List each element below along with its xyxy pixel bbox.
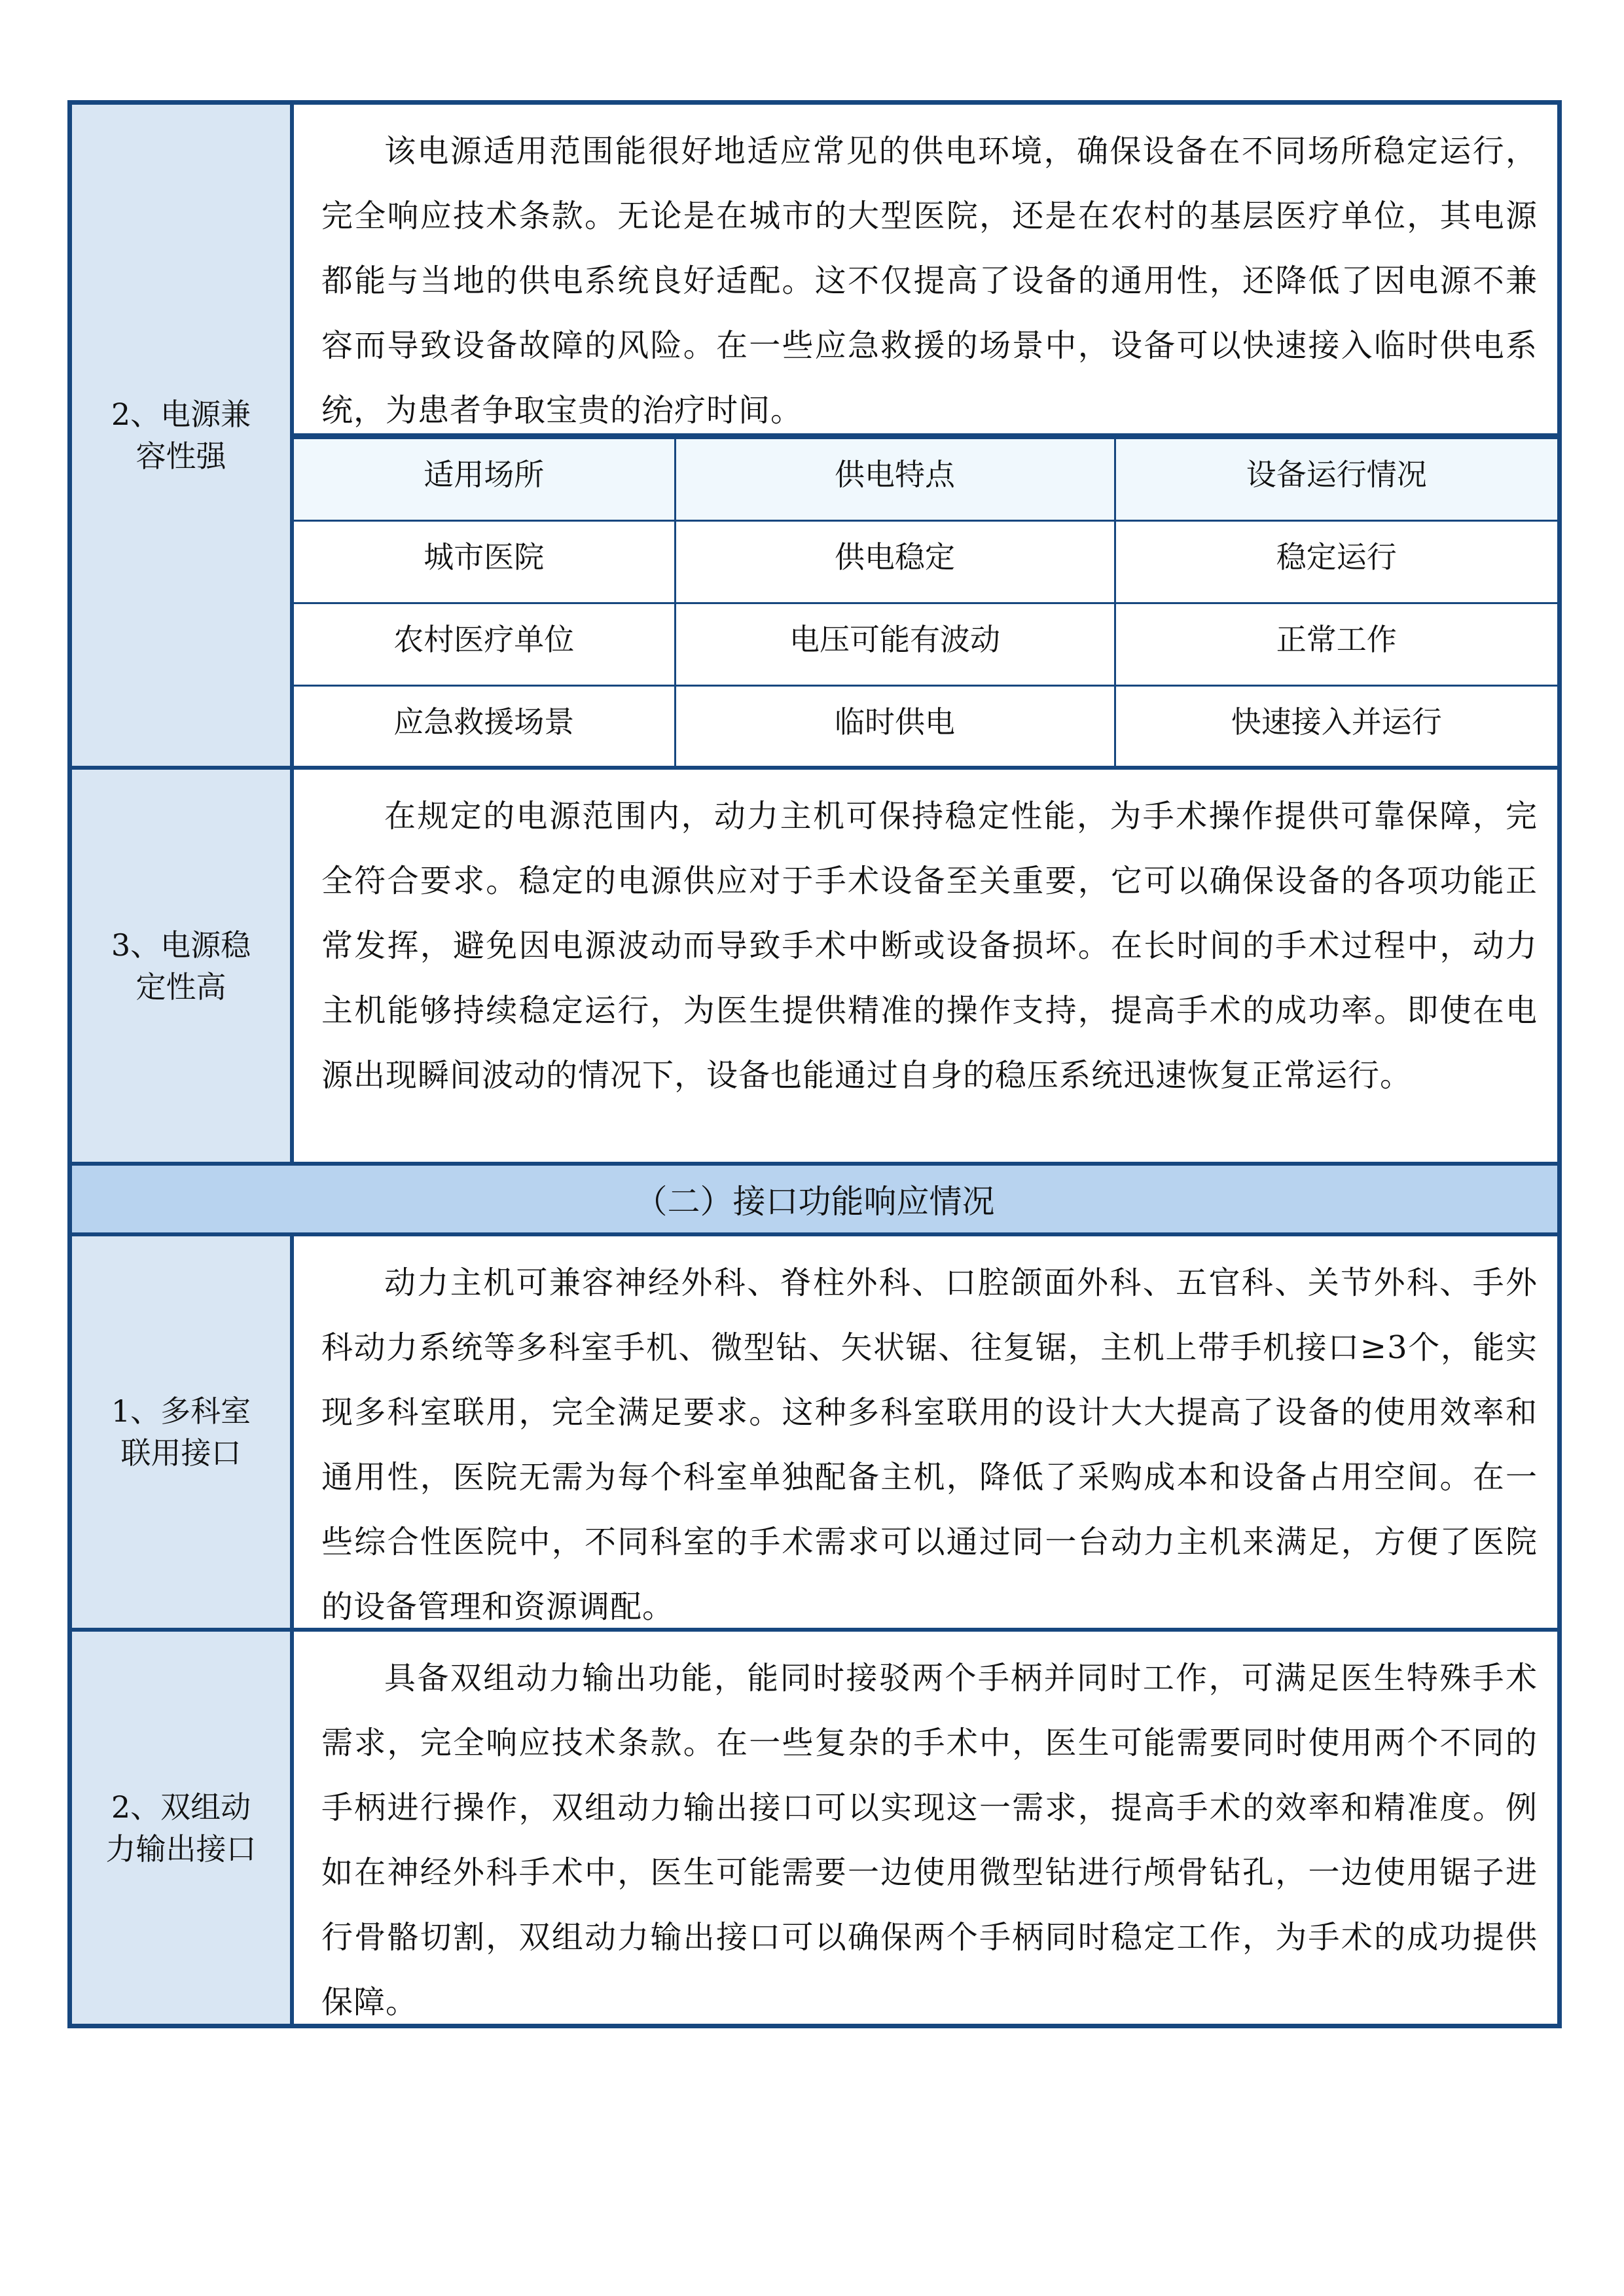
row-label-cell xyxy=(72,1236,294,1628)
description-paragraph: 动力主机可兼容神经外科、脊柱外科、口腔颌面外科、五官科、关节外科、手外科动力系统等多科室手机、微型钻、矢状锯、往复锯，主机上带手机接口≥3个，能实现多科室联用，完全满足要求。这种多科室联用的设计大大提高了设备的使用效率和通用性，医院无需为每个科室单独配备主机，降低了采购成本和设备占用空间。在一些综合性医院中，不同科室的手术需求可以通过同一台动力主机来满足，方便了医院的设备管理和资源调配。 xyxy=(321,1265,1538,1625)
table-cell: 应急救援场景 xyxy=(294,686,675,768)
row-power-stability xyxy=(72,770,1557,1162)
table-cell: 正常工作 xyxy=(1115,603,1557,686)
table-cell: 临时供电 xyxy=(675,686,1115,768)
row-description xyxy=(294,1236,1557,1640)
table-cell: 快速接入并运行 xyxy=(1115,686,1557,768)
table-row xyxy=(294,686,1557,768)
table-cell: 电压可能有波动 xyxy=(675,603,1115,686)
description-paragraph: 具备双组动力输出功能，能同时接驳两个手柄并同时工作，可满足医生特殊手术需求，完全响应技术条款。在一些复杂的手术中，医生可能需要同时使用两个不同的手柄进行操作，双组动力输出接口可以实现这一需求，提高手术的效率和精准度。例如在神经外科手术中，医生可能需要一边使用微型钻进行颅骨钻孔，一边使用锯子进行骨骼切割，双组动力输出接口可以确保两个手柄同时稳定工作，为手术的成功提供保障。 xyxy=(321,1660,1538,2020)
table-cell: 供电稳定 xyxy=(675,521,1115,603)
row-label: 2、双组动力输出接口 xyxy=(105,1789,257,1867)
row-label-cell xyxy=(72,1632,294,2024)
table-row xyxy=(294,603,1557,686)
section-header xyxy=(72,1166,1557,1232)
response-table xyxy=(67,100,1562,2028)
table-cell: 城市医院 xyxy=(294,521,675,603)
table-header-row xyxy=(294,439,1557,521)
header-cell-operation: 设备运行情况 xyxy=(1115,439,1557,521)
table-cell: 稳定运行 xyxy=(1115,521,1557,603)
row-power-compatibility xyxy=(72,105,1557,766)
table-cell: 农村医疗单位 xyxy=(294,603,675,686)
row-description xyxy=(294,105,1557,436)
section-title: （二）接口功能响应情况 xyxy=(634,1183,995,1221)
power-scenario-table xyxy=(294,437,1557,769)
row-label: 1、多科室联用接口 xyxy=(111,1393,251,1471)
row-label: 3、电源稳定性高 xyxy=(111,927,251,1005)
row-label-cell xyxy=(72,105,294,766)
row-label-cell xyxy=(72,770,294,1162)
row-multi-department-interface xyxy=(72,1236,1557,1628)
table-row xyxy=(294,521,1557,603)
description-paragraph: 该电源适用范围能很好地适应常见的供电环境，确保设备在不同场所稳定运行，完全响应技术条款。无论是在城市的大型医院，还是在农村的基层医疗单位，其电源都能与当地的供电系统良好适配。这不仅提高了设备的通用性，还降低了因电源不兼容而导致设备故障的风险。在一些应急救援的场景中，设备可以快速接入临时供电系统，为患者争取宝贵的治疗时间。 xyxy=(321,133,1538,429)
header-cell-place: 适用场所 xyxy=(294,439,675,521)
row-description xyxy=(294,770,1557,1108)
row-label: 2、电源兼容性强 xyxy=(111,397,251,474)
description-paragraph: 在规定的电源范围内，动力主机可保持稳定性能，为手术操作提供可靠保障，完全符合要求。稳定的电源供应对于手术设备至关重要，它可以确保设备的各项功能正常发挥，避免因电源波动而导致手术中断或设备损坏。在长时间的手术过程中，动力主机能够持续稳定运行，为医生提供精准的操作支持，提高手术的成功率。即使在电源出现瞬间波动的情况下，设备也能通过自身的稳压系统迅速恢复正常运行。 xyxy=(321,798,1538,1094)
header-cell-supply: 供电特点 xyxy=(675,439,1115,521)
row-description xyxy=(294,1632,1557,2035)
row-dual-power-output xyxy=(72,1632,1557,2024)
